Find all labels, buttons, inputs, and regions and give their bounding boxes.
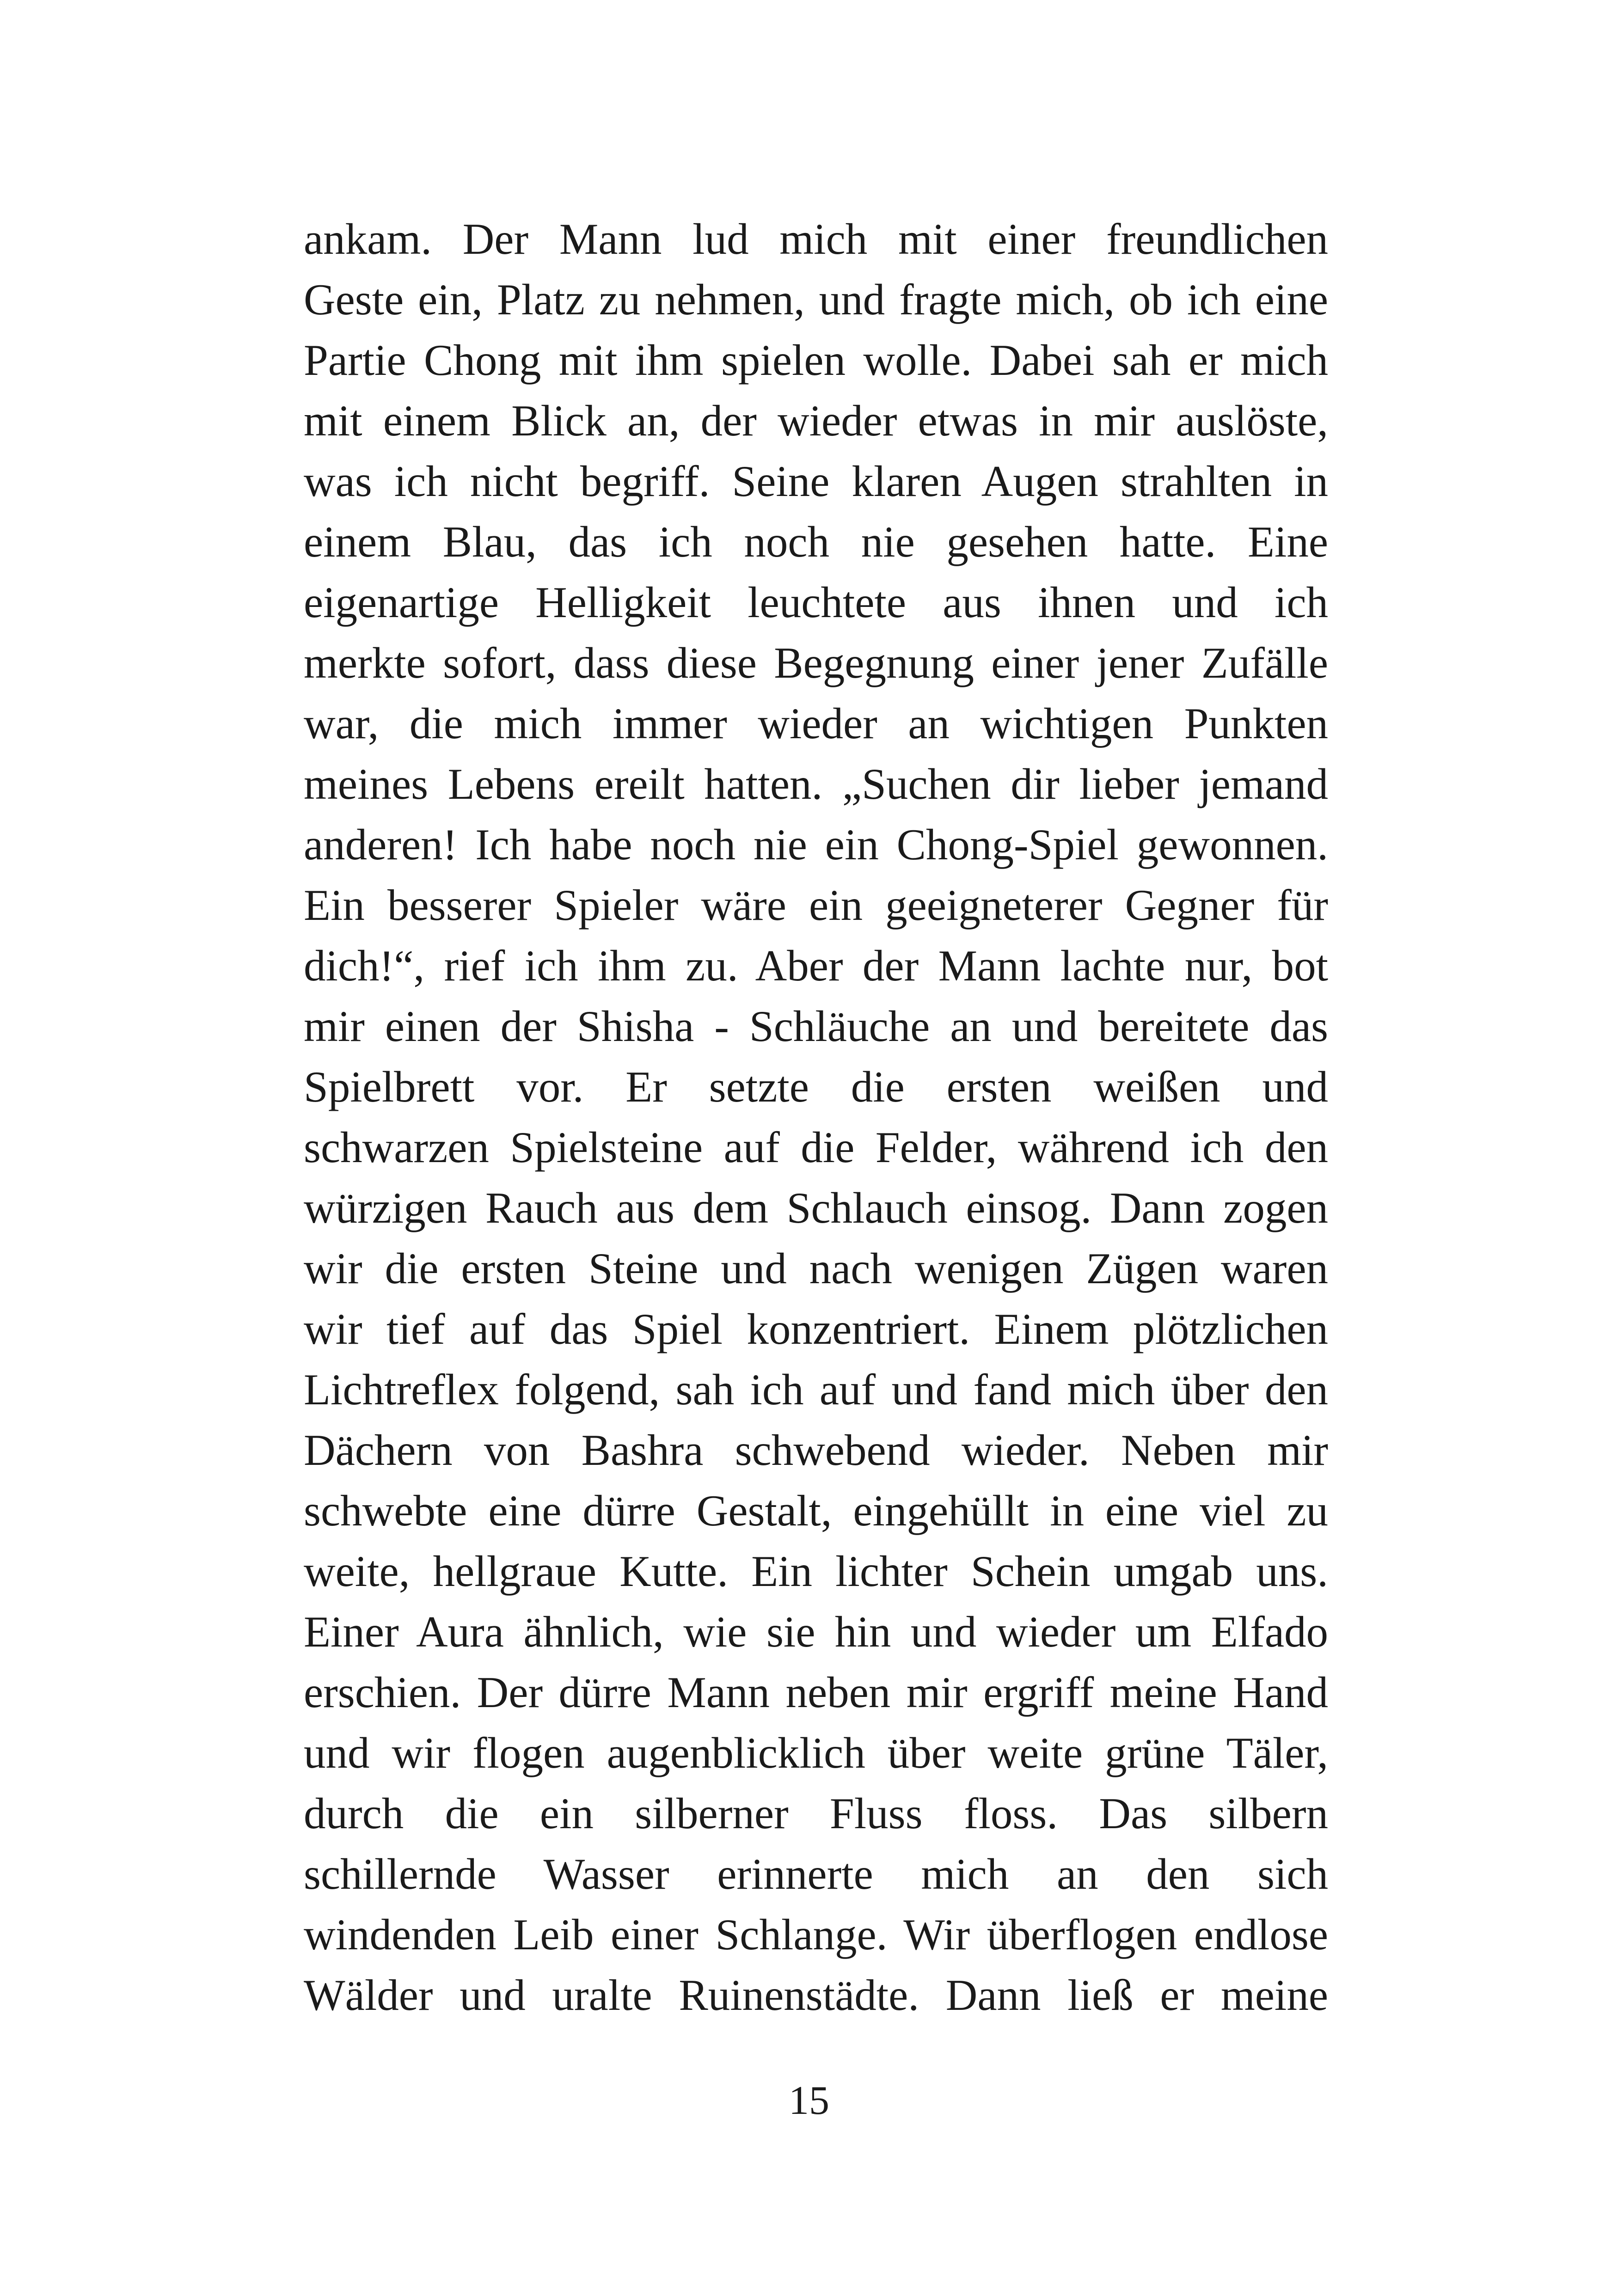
text-line: meines Lebens ereilt hatten. „Suchen dir lieber jemand xyxy=(304,759,1328,808)
text-line: weite, hellgraue Kutte. Ein lichter Schein umgab uns. xyxy=(304,1547,1328,1596)
text-line: Spielbrett vor. Er setzte die ersten weißen und xyxy=(304,1062,1328,1111)
text-line: Partie Chong mit ihm spielen wolle. Dabei sah er mich xyxy=(304,336,1328,385)
text-line: mit einem Blick an, der wieder etwas in mir auslöste, xyxy=(304,396,1328,445)
text-line: einem Blau, das ich noch nie gesehen hatte. Eine xyxy=(304,517,1328,566)
text-line: Einer Aura ähnlich, wie sie hin und wieder um Elfado xyxy=(304,1607,1328,1656)
text-line: würzigen Rauch aus dem Schlauch einsog. Dann zogen xyxy=(304,1183,1328,1232)
text-line: Ein besserer Spieler wäre ein geeigneterer Gegner für xyxy=(304,881,1328,930)
page-number: 15 xyxy=(789,2078,829,2123)
text-line: merkte sofort, dass diese Begegnung einer jener Zufälle xyxy=(304,638,1328,687)
text-line: eigenartige Helligkeit leuchtete aus ihnen und ich xyxy=(304,578,1328,627)
text-line: dich!“, rief ich ihm zu. Aber der Mann lachte nur, bot xyxy=(304,941,1328,990)
text-line: wir tief auf das Spiel konzentriert. Einem plötzlichen xyxy=(304,1304,1328,1353)
body-text xyxy=(304,209,1328,2026)
text-line: schwarzen Spielsteine auf die Felder, während ich den xyxy=(304,1123,1328,1172)
text-line: schwebte eine dürre Gestalt, eingehüllt in eine viel zu xyxy=(304,1486,1328,1535)
text-line: Lichtreflex folgend, sah ich auf und fand mich über den xyxy=(304,1365,1328,1414)
text-line: durch die ein silberner Fluss floss. Das silbern xyxy=(304,1789,1328,1838)
text-line: anderen! Ich habe noch nie ein Chong-Spiel gewonnen. xyxy=(304,820,1328,869)
text-line: ankam. Der Mann lud mich mit einer freundlichen xyxy=(304,214,1328,263)
text-line: wir die ersten Steine und nach wenigen Zügen waren xyxy=(304,1244,1328,1293)
text-line: was ich nicht begriff. Seine klaren Augen strahlten in xyxy=(304,457,1328,506)
text-line: war, die mich immer wieder an wichtigen Punkten xyxy=(304,699,1328,748)
text-line: Wälder und uralte Ruinenstädte. Dann ließ er meine xyxy=(304,1971,1328,2020)
text-line: und wir flogen augenblicklich über weite grüne Täler, xyxy=(304,1728,1328,1777)
text-line: windenden Leib einer Schlange. Wir überflogen endlose xyxy=(304,1910,1328,1959)
text-line: Dächern von Bashra schwebend wieder. Neben mir xyxy=(304,1426,1328,1475)
text-line: erschien. Der dürre Mann neben mir ergriff meine Hand xyxy=(304,1668,1328,1717)
text-line: mir einen der Shisha - Schläuche an und bereitete das xyxy=(304,1002,1328,1051)
text-line: Geste ein, Platz zu nehmen, und fragte mich, ob ich eine xyxy=(304,275,1328,324)
text-line: schillernde Wasser erinnerte mich an den sich xyxy=(304,1849,1328,1898)
